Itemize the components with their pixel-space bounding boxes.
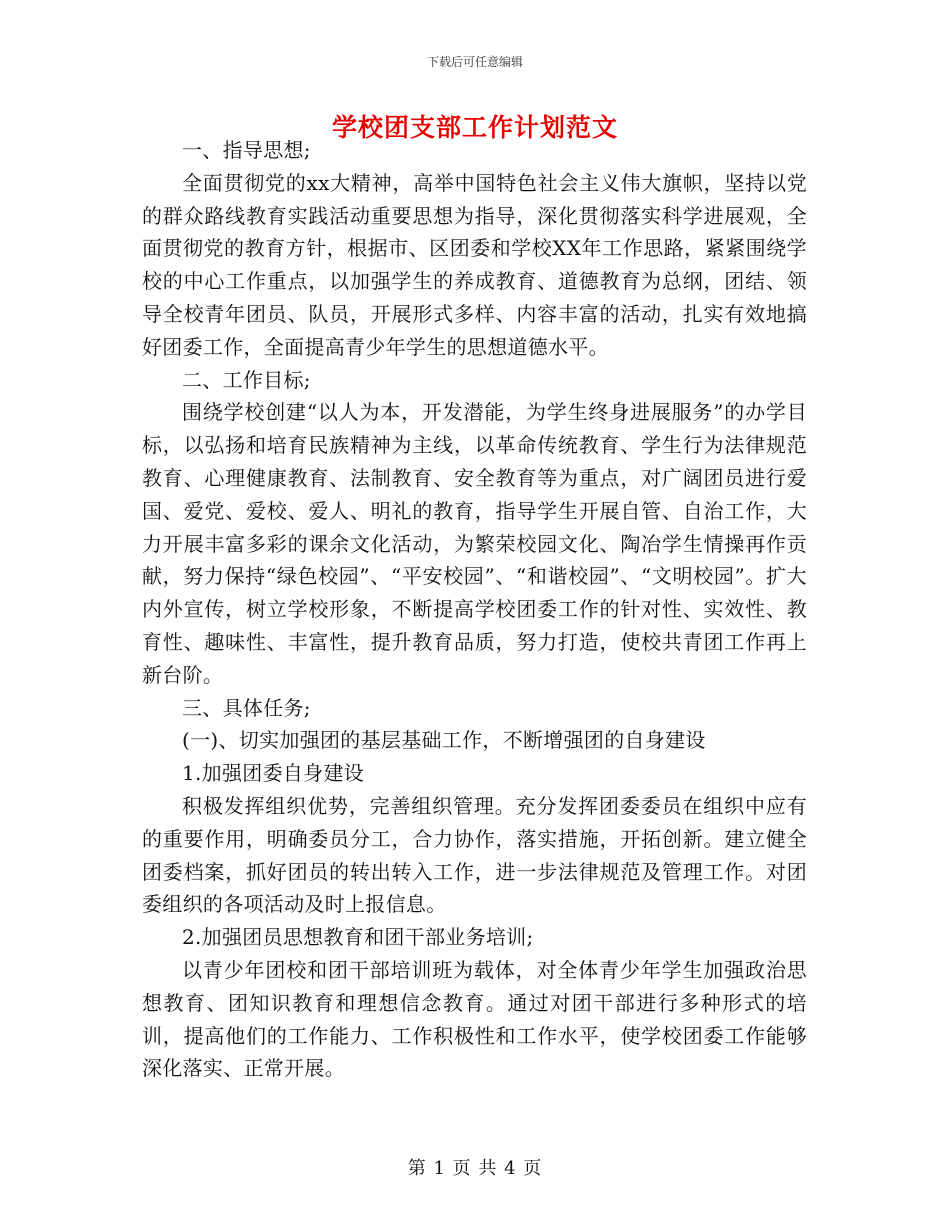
paragraph-committee-building: 积极发挥组织优势，完善组织管理。充分发挥团委委员在组织中应有的重要作用，明确委员分工，合力协作，落实措施，开拓创新。建立健全团委档案，抓好团员的转出转入工作，进一步法律规范及管理工作。对团委组织的各项活动及时上报信息。 — [142, 793, 807, 917]
subsection-heading-grassroots-work: (一)、切实加强团的基层基础工作，不断增强团的自身建设 — [182, 728, 706, 753]
document-title: 学校团支部工作计划范文 — [331, 113, 618, 142]
document-body — [142, 134, 807, 1085]
paragraph-guiding-ideology: 全面贯彻党的xx大精神，高举中国特色社会主义伟大旗帜，坚持以党的群众路线教育实践活动重要思想为指导，深化贯彻落实科学进展观，全面贯彻党的教育方针，根据市、区团委和学校XX年工作思路，紧紧围绕学校的中心工作重点，以加强学生的养成教育、道德教育为总纲，团结、领导全校青年团员、队员，开展形式多样、内容丰富的活动，扎实有效地搞好团委工作，全面提高青少年学生的思想道德水平。 — [142, 170, 807, 359]
section-heading-specific-tasks: 三、具体任务; — [182, 695, 311, 720]
paragraph-member-education: 以青少年团校和团干部培训班为载体，对全体青少年学生加强政治思想教育、团知识教育和理想信念教育。通过对团干部进行多种形式的培训，提高他们的工作能力、工作积极性和工作水平，使学校团委工作能够深化落实、正常开展。 — [142, 957, 807, 1081]
header-note: 下载后可任意编辑 — [426, 55, 523, 69]
paragraph-work-goals: 围绕学校创建“以人为本，开发潜能，为学生终身进展服务”的办学目标，以弘扬和培育民族精神为主线，以革命传统教育、学生行为法律规范教育、心理健康教育、法制教育、安全教育等为重点，对广阔团员进行爱国、爱党、爱校、爱人、明礼的教育，指导学生开展自管、自治工作，大力开展丰富多彩的课余文化活动，为繁荣校园文化、陶冶学生情操再作贡献，努力保持“绿色校园”、“平安校园”、“和谐校园”、“文明校园”。扩大内外宣传，树立学校形象，不断提高学校团委工作的针对性、实效性、教育性、趣味性、丰富性，提升教育品质，努力打造，使校共青团工作再上新台阶。 — [142, 400, 807, 687]
page-number-footer: 第 1 页 共 4 页 — [407, 1158, 543, 1179]
item-heading-committee-building: 1.加强团委自身建设 — [182, 761, 365, 786]
item-heading-member-education: 2.加强团员思想教育和团干部业务培训; — [182, 925, 534, 950]
section-heading-work-goals: 二、工作目标; — [182, 367, 311, 392]
section-heading-guiding-ideology: 一、指导思想; — [182, 138, 311, 162]
